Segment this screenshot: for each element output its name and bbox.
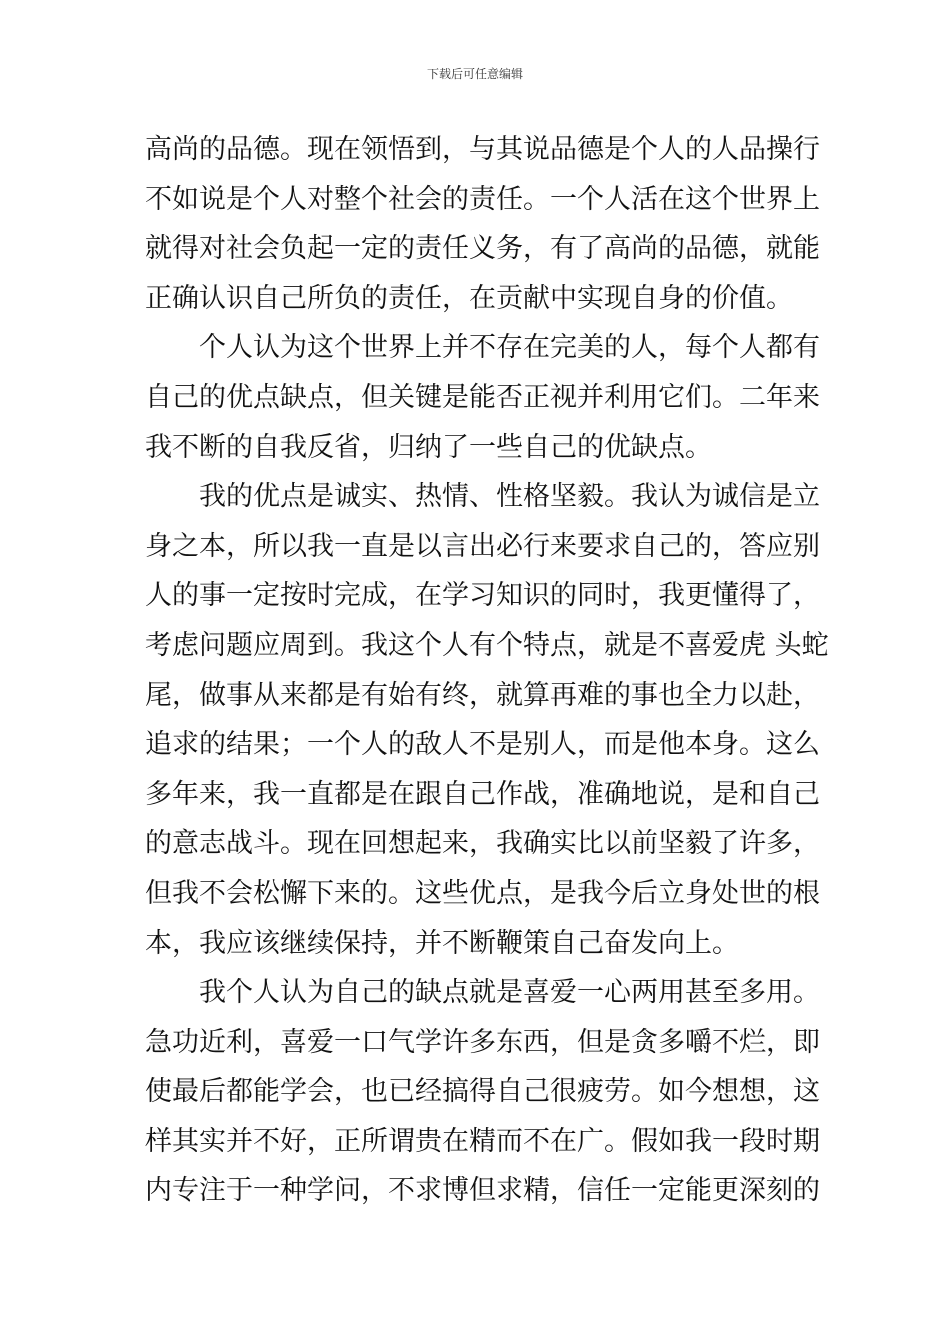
text-line: 使最后都能学会，也已经搞得自己很疲劳。如今想想，这 xyxy=(145,1076,820,1108)
text-line: 本，我应该继续保持，并不断鞭策自己奋发向上。 xyxy=(145,927,739,959)
text-line: 追求的结果；一个人的敌人不是别人，而是他本身。这么 xyxy=(145,729,820,761)
page-header: 下载后可任意编辑 xyxy=(426,67,523,81)
text-line: 我不断的自我反省，归纳了一些自己的优缺点。 xyxy=(145,431,712,463)
text-line: 个人认为这个世界上并不存在完美的人，每个人都有 xyxy=(199,332,820,364)
text-line: 身之本，所以我一直是以言出必行来要求自己的，答应别 xyxy=(145,530,820,562)
text-line: 的意志战斗。现在回想起来，我确实比以前坚毅了许多， xyxy=(145,828,820,860)
text-line: 正确认识自己所负的责任，在贡献中实现自身的价值。 xyxy=(145,282,793,314)
text-line: 自己的优点缺点，但关键是能否正视并利用它们。二年来 xyxy=(145,381,820,413)
text-line: 尾，做事从来都是有始有终，就算再难的事也全力以赴， xyxy=(145,679,820,711)
text-line: 就得对社会负起一定的责任义务，有了高尚的品德，就能 xyxy=(145,233,820,265)
text-line: 样其实并不好，正所谓贵在精而不在广。假如我一段时期 xyxy=(145,1125,820,1157)
text-line: 但我不会松懈下来的。这些优点，是我今后立身处世的根 xyxy=(145,877,820,909)
text-line: 人的事一定按时完成，在学习知识的同时，我更懂得了， xyxy=(145,580,820,612)
document-body xyxy=(145,125,829,1216)
text-line: 多年来，我一直都是在跟自己作战，准确地说，是和自己 xyxy=(145,778,820,810)
text-line: 考虑问题应周到。我这个人有个特点，就是不喜爱虎 头蛇 xyxy=(145,629,829,661)
text-line: 我的优点是诚实、热情、性格坚毅。我认为诚信是立 xyxy=(199,481,820,513)
text-line: 不如说是个人对整个社会的责任。一个人活在这个世界上 xyxy=(145,183,820,215)
text-line: 内专注于一种学问，不求博但求精，信任一定能更深刻的 xyxy=(145,1175,820,1207)
text-line: 我个人认为自己的缺点就是喜爱一心两用甚至多用。 xyxy=(199,977,820,1009)
text-line: 急功近利，喜爱一口气学许多东西，但是贪多嚼不烂，即 xyxy=(145,1026,820,1058)
text-line: 高尚的品德。现在领悟到，与其说品德是个人的人品操行 xyxy=(145,134,820,165)
